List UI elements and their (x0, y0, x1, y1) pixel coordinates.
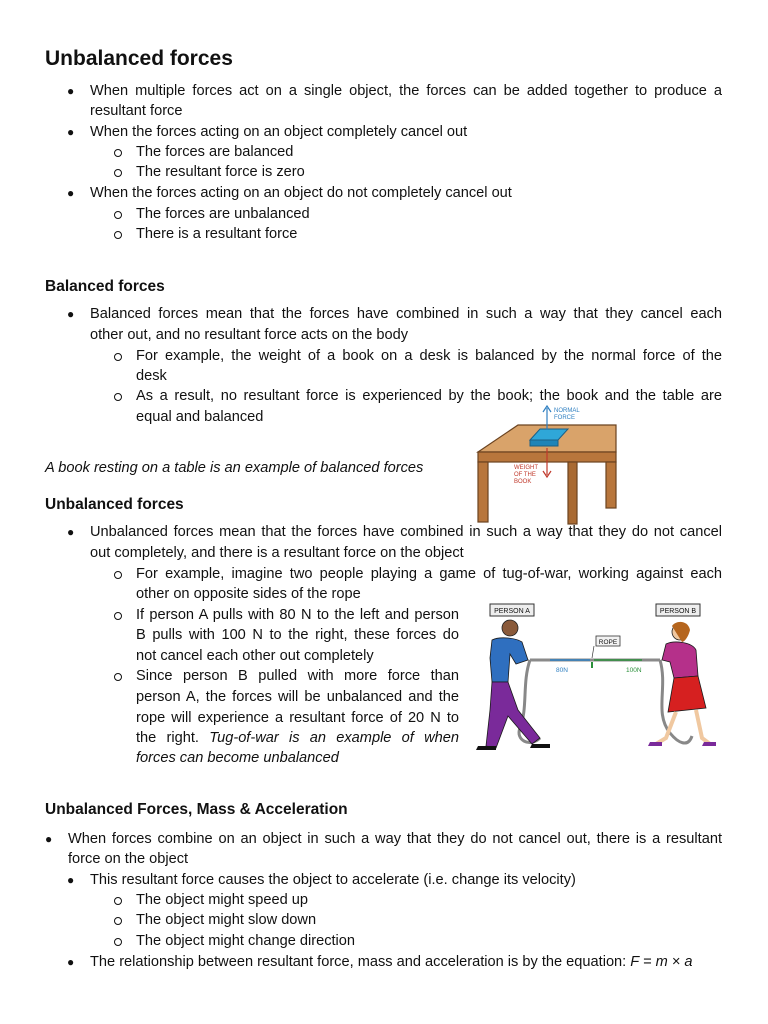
bullet-circle (114, 169, 122, 177)
bullet-dot: ● (67, 955, 75, 969)
mass-accel-b1-line2: force on the object (68, 851, 189, 867)
bullet-circle (114, 149, 122, 157)
balanced-b1-line1: Balanced forces mean that the forces have combined in such a way that they cancel each (90, 306, 722, 322)
bullet-dot: ● (67, 525, 75, 539)
bullet-circle (114, 938, 122, 946)
intro-b1-line1: When multiple forces act on a single object, the forces can be added together to produce a (90, 83, 722, 99)
bullet-dot: ● (67, 186, 75, 200)
person-b-skirt (668, 676, 706, 712)
rope-pointer (592, 646, 594, 658)
unbalanced-heading: Unbalanced forces (45, 496, 184, 513)
unbalanced-s3-line4 (136, 728, 459, 749)
person-a-shirt (490, 638, 528, 682)
person-b-label: PERSON B (659, 608, 697, 615)
tug-of-war-figure (470, 598, 720, 758)
intro-b3-s2: There is a resultant force (136, 226, 298, 242)
unbalanced-s2-line1: If person A pulls with 80 N to the left and person (136, 607, 459, 623)
table-leg (568, 462, 577, 524)
unbalanced-s3-line5: forces can become unbalanced (136, 750, 339, 766)
balanced-caption: A book resting on a table is an example of balanced forces (45, 460, 424, 476)
bullet-dot: ● (67, 84, 75, 98)
normal-label-2: FORCE (554, 415, 575, 421)
mass-accel-s1-2: The object might slow down (136, 912, 317, 928)
mass-accel-b1-line1: When forces combine on an object in such a way that they do not cancel out, there is a resultant (68, 831, 722, 847)
bullet-circle (114, 897, 122, 905)
unbalanced-s3-line1: Since person B pulled with more force than (136, 668, 459, 684)
mass-accel-s1-3: The object might change direction (136, 933, 356, 949)
intro-b3: When the forces acting on an object do not completely cancel out (90, 185, 512, 201)
balanced-s1-line2: desk (136, 368, 167, 384)
rope-label: ROPE (598, 639, 618, 646)
equation: F = m × a (630, 954, 693, 970)
bullet-dot: ● (67, 873, 75, 887)
person-a-label: PERSON A (494, 608, 530, 615)
page-title: Unbalanced forces (45, 47, 233, 70)
bullet-circle (114, 231, 122, 239)
bullet-dot: ● (67, 307, 75, 321)
person-b-shoe (648, 742, 662, 746)
unbalanced-s1-line1: For example, imagine two people playing a game of tug-of-war, working against each (136, 566, 722, 582)
balanced-s2-line1: As a result, no resultant force is experienced by the book; the book and the table are (136, 388, 722, 404)
mass-accel-heading: Unbalanced Forces, Mass & Acceleration (45, 801, 348, 818)
balanced-heading: Balanced forces (45, 278, 165, 295)
intro-b3-s1: The forces are unbalanced (136, 206, 310, 222)
intro-b1-line2: resultant force (90, 103, 183, 119)
mass-accel-s1: This resultant force causes the object to accelerate (i.e. change its velocity) (90, 872, 576, 888)
unbalanced-s3-line2: person A, the forces will be unbalanced and the (136, 689, 459, 705)
balanced-s1-line1: For example, the weight of a book on a desk is balanced by the normal force of the (136, 348, 722, 364)
balanced-b1-line2: other out, and no resultant force acts on the body (90, 327, 409, 343)
book-spine (530, 440, 558, 446)
mass-accel-s2 (90, 952, 692, 973)
bullet-circle (114, 353, 122, 361)
person-b-top (662, 642, 698, 678)
person-a-head (502, 620, 518, 636)
weight-label-3: BOOK (514, 479, 532, 485)
person-a-shoe (476, 746, 496, 750)
bullet-circle (114, 917, 122, 925)
force-b-label: 100N (626, 667, 642, 674)
table-leg (606, 462, 616, 508)
book-on-table-figure (470, 400, 630, 525)
person-b-shoe (702, 742, 716, 746)
table-leg (478, 462, 488, 522)
bullet-dot: ● (67, 125, 75, 139)
unbalanced-s1-line2: other on opposite sides of the rope (136, 586, 361, 602)
unbalanced-s3-line3: rope will experience a resultant force of 20 N to (136, 710, 459, 726)
bullet-circle (114, 211, 122, 219)
bullet-dot: ● (45, 832, 53, 846)
normal-label-1: NORMAL (554, 408, 580, 414)
unbalanced-s2-line2: B pulls with 100 N to the right, these forces do (136, 627, 459, 643)
unbalanced-b1-line1: Unbalanced forces mean that the forces have combined in such a way that they do not cancel (90, 524, 722, 540)
person-a-shoe (530, 744, 550, 748)
unbalanced-s3-line4b: Tug-of-war is an example of when (209, 730, 459, 746)
bullet-circle (114, 571, 122, 579)
force-a-label: 80N (556, 667, 568, 674)
person-a-trousers (486, 682, 540, 748)
unbalanced-s2-line3: not cancel each other out completely (136, 648, 374, 664)
unbalanced-s3-line4a: the right. (136, 730, 199, 746)
balanced-s2-line2: equal and balanced (136, 409, 264, 425)
unbalanced-b1-line2: out completely, and there is a resultant force on the object (90, 545, 464, 561)
person-b-legs (656, 710, 710, 744)
intro-b2-s2: The resultant force is zero (136, 164, 305, 180)
weight-label-2: OF THE (514, 472, 536, 478)
intro-b2: When the forces acting on an object completely cancel out (90, 124, 468, 140)
bullet-circle (114, 612, 122, 620)
mass-accel-s2-text: The relationship between resultant force, mass and acceleration is by the equation: (90, 954, 627, 970)
weight-label-1: WEIGHT (514, 465, 538, 471)
bullet-circle (114, 673, 122, 681)
bullet-circle (114, 393, 122, 401)
mass-accel-s1-1: The object might speed up (136, 892, 308, 908)
intro-b2-s1: The forces are balanced (136, 144, 294, 160)
